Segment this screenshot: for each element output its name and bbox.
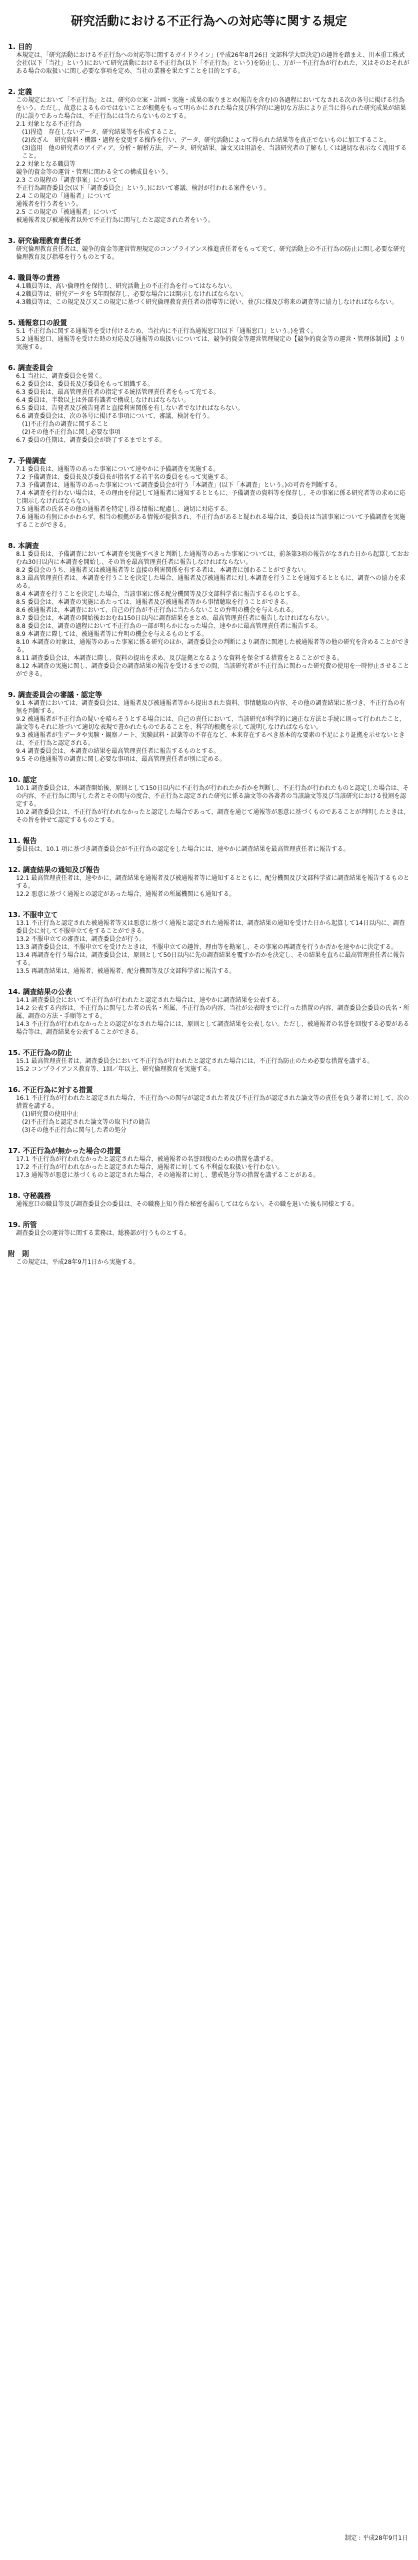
section bbox=[8, 911, 410, 982]
section-text: 8.8 委員会は、調査の過程において不正行為の一部が明らかになった場合、速やかに最高管理責任者に報告する。 bbox=[16, 623, 322, 630]
section-heading: 3. 研究倫理教育責任者 bbox=[8, 237, 81, 245]
section-heading: 1. 目的 bbox=[8, 43, 32, 51]
section-heading: 8. 本調査 bbox=[8, 542, 39, 550]
section-text: (3)盗用 他の研究者のアイディア、分析・解析方法、データ、研究結果、論文又は用語を、当該研究者の了解もしくは適切な表示なく流用すること。 bbox=[22, 145, 407, 160]
section-heading: 18. 守秘義務 bbox=[8, 1192, 51, 1200]
section-spacer bbox=[8, 1209, 410, 1215]
section bbox=[8, 1086, 410, 1141]
section-text: 8.4 本調査を行うことを決定した場合、当該事案に係る配分機関等及び文部科学省に報告するものとする。 bbox=[16, 591, 304, 598]
section-text: 16.1 不正行為が行われたと認定された場合、不正行為への関与が認定された者及び不正行為が認定された論文等の責任を負う著者に対して、次の措置を講ずる。 bbox=[16, 1095, 410, 1110]
section-text: この規定において「不正行為」とは、研究の立案・計画・実施・成果の取りまとめ(報告を含む)の各過程においてなされる次の各号に掲げる行為をいう。ただし、故意によるものではないことが根拠をもって明らかにされた場合及び科学的に適切な方法により正当に得られた研究成果が結果的に誤りであった場合は、不正行為には当たらないものとする。 bbox=[16, 97, 407, 120]
section-text: 通報者を行う者をいう。 bbox=[16, 201, 83, 208]
section-text: 6.5 委員は、告発者及び被告発者と直接利害関係を有しない者でなければならない。 bbox=[16, 405, 244, 412]
section bbox=[8, 691, 410, 770]
section-text: 17.1 不正行為が行われなかったと認定された場合、被通報者の名誉回復のための措置を講ずる。 bbox=[16, 1156, 278, 1163]
section-heading: 13. 不服申立て bbox=[8, 911, 58, 919]
section-text: 被通報者及び被通報者以外で不正行為に関与したと認定された者をいう。 bbox=[16, 217, 215, 224]
section-text: 10.1 調査委員会は、本調査開始後、原則として150日以内に不正行為が行われたか否かを判断し、不正行為が行われたものと認定した場合は、その内容、不正行為に関与した者とその関与の度合、不正行為と認定された研究に係る論文等の各著者の当該論文等及び当該研究における役割を認定する。 bbox=[16, 785, 409, 808]
section-text: 7.2 予備調査は、委員長及び委員長が指名する若干名の委員をもって実施する。 bbox=[16, 474, 232, 481]
section-text: 調査委員会の運営等に関する業務は、総務部が行うものとする。 bbox=[16, 1230, 191, 1237]
section-text: 本規定は、「研究活動における不正行為への対応等に関するガイドライン」(平成26年8月26日 文部科学大臣決定)の趣旨を踏まえ、川本重工株式会社(以下「当社」という)において研究活動における不正行為(以下「不正行為」という)を防止し、万が一不正行為が行われた、又はそのおそれがある場合の取扱いに関し必要な事項を定め、当社の業務を果たすことを目的とする。 bbox=[16, 52, 410, 75]
enactment-date: 制定 : 平成28年9月1日 bbox=[344, 2535, 408, 2542]
section-text: 7.6 通報の有無にかかわらず、相当の根拠がある情報が提供され、不正行為があると疑われる場合は、委員長は当該事案について予備調査を実施することができる。 bbox=[16, 514, 406, 529]
section-spacer bbox=[8, 530, 410, 536]
section-text: 8.3 最高管理責任者は、本調査を行うことを決定した場合、通報者及び被通報者に対し本調査を行うことを通知するとともに、調査への協力を求める。 bbox=[16, 575, 406, 590]
section-heading: 5. 通報窓口の設置 bbox=[8, 319, 67, 327]
section bbox=[8, 542, 410, 685]
section-text: この規定は、平成28年9月1日から実施する。 bbox=[16, 1259, 140, 1266]
section-text: 13.3 調査委員会は、不服申立てを受けたときは、不服申立ての趣旨、理由等を勘案し、その事案の再調査を行うか否かを速やかに決定する。 bbox=[16, 944, 398, 951]
section-text: 4.3職員等は、この規定及び又この規定に基づく研究倫理教育責任者の指導等に従い、並びに様及び将来の調査等に協力しなければならない。 bbox=[16, 299, 398, 306]
section-text: 8.9 本調査に際しては、被通報者等に弁明の機会を与えるものとする。 bbox=[16, 631, 208, 638]
section-text: 8.7 委員会は、本調査の開始後おおむね150日以内に調査結果をまとめ、最高管理責任者に報告しなければならない。 bbox=[16, 615, 333, 622]
section-text: (1)研究費の使用中止 bbox=[22, 1111, 79, 1118]
section-spacer bbox=[8, 307, 410, 313]
section-text: 7.4 本調査を行わない場合は、その理由を付記して通報者に通知するとともに、予備調査の資料等を保存し、その事案に係る研究者等の求めに応じ開示しなければならない。 bbox=[16, 490, 406, 505]
section-text: 不正行為調査委員会(以下「調査委員会」という。)において審議、検討が行われる案件をいう。 bbox=[16, 185, 270, 192]
section-text: 17.2 不正行為が行われなかったと認定された場合、通報者に対しても不利益な取扱いを行わない。 bbox=[16, 1164, 284, 1171]
section-text: 8.1 委員長は、予備調査において本調査を実施すべきと判断した通報等のあった事案については、前条第3項の報告がなされた日から起算しておおむね30日以内に本調査を開始し、その旨を最高管理責任者に報告しなければならない。 bbox=[16, 551, 409, 566]
section-spacer bbox=[8, 1074, 410, 1080]
section-text: 13.1 不正行為と認定された被通報者等又は悪意に基づく通報と認定された通報者は、調査結果の通知を受けた日から起算して14日以内に、調査委員会に対して不服申立てをすることができる。 bbox=[16, 920, 405, 935]
section-text: 2.2 対象となる職員等 bbox=[16, 161, 76, 168]
section bbox=[8, 776, 410, 831]
section-text: 9.5 その他通報等の調査に関し必要な事項は、最高管理責任者が別に定める。 bbox=[16, 756, 226, 763]
section-spacer bbox=[8, 445, 410, 451]
section-text: 8.10 本調査の対象は、通報等のあった事案に係る研究のほか、調査委員会の判断により調査に関連した被通報者等の他の研究を含めることができる。 bbox=[16, 639, 410, 654]
section-text: 2.1 対象となる不正行為 bbox=[16, 121, 82, 128]
section-heading: 16. 不正行為に対する措置 bbox=[8, 1086, 93, 1094]
section-spacer bbox=[8, 899, 410, 905]
section bbox=[8, 837, 410, 860]
page-title: 研究活動における不正行為への対応等に関する規定 bbox=[70, 14, 347, 28]
section-heading: 15. 不正行為の防止 bbox=[8, 1049, 72, 1057]
section-text: (1)捏造 存在しないデータ、研究結果等を作成すること。 bbox=[22, 129, 181, 136]
section-text: 4.1職員等は、高い倫理性を保持し、研究活動上の不正行為を行ってはならない。 bbox=[16, 283, 236, 290]
section-text: 13.2 不服申立ての審査は、調査委員会が行う。 bbox=[16, 936, 146, 943]
section bbox=[8, 88, 410, 231]
section-text: 12.2 悪意に基づく通報との認定があった場合、通報者の所属機関にも通知する。 bbox=[16, 891, 236, 898]
section-text: 9.4 調査委員会は、本調査の結果を最高管理責任者に報告するものとする。 bbox=[16, 748, 220, 755]
section bbox=[8, 237, 410, 268]
document-body bbox=[8, 43, 410, 1273]
section-text: 8.12 本調査の実施に関し、調査委員会の調査結果の報告を受けるまでの間、当該研究者が不正行為に関わった研究費の使用を一時停止させることができる。 bbox=[16, 663, 410, 678]
section-text: 6.2 委員会は、委員長及び委員をもって組織する。 bbox=[16, 381, 154, 388]
section-text: 通報窓口の職員等及び調査委員会の委員は、その職務上知り得た秘密を漏らしてはならない。その職を退いた後も同様とする。 bbox=[16, 1201, 359, 1208]
section-spacer bbox=[8, 764, 410, 770]
section-text: 15.1 最高管理責任者は、調査委員会において不正行為が行われたと認定された場合には、不正行為防止のため必要な措置を講ずる。 bbox=[16, 1058, 374, 1065]
section bbox=[8, 319, 410, 358]
section-text: 9.2 被通報者が不正行為の疑いを晴らそうとする場合には、自己の責任において、当該研究が科学的に適正な方法と手続に則って行われたこと、論文等もそれに基づいて適切な表現で書かれたものであることを、科学的根拠を示して説明しなければならない。 bbox=[16, 716, 406, 731]
section-text: 14.2 公表する内容は、不正行為に関与した者の氏名・所属、不正行為の内容、当社が公表時までに行った措置の内容、調査委員会委員の氏名・所属、調査の方法・手順等とする。 bbox=[16, 1005, 410, 1020]
section-heading: 17. 不正行為が無かった場合の措置 bbox=[8, 1147, 121, 1155]
section bbox=[8, 1192, 410, 1215]
section-text: 8.5 委員会は、本調査の実施にあたっては、通報者及び被通報者等から事情聴取を行うことができる。 bbox=[16, 599, 292, 606]
section-text: 5.2 通報窓口、通報等を受けた時の対応及び通報等の取扱いについては、競争的資金等運営管理規定の【競争的資金等の運営・管理体制図】より実施する。 bbox=[16, 336, 406, 351]
section-text: 10.2 調査委員会は、不正行為が行われなかったと認定した場合であって、調査を通じて通報等が悪意に基づくものであることが判明したときは、その旨を併せて認定するものとする。 bbox=[16, 809, 410, 824]
section-heading: 4. 職員等の責務 bbox=[8, 274, 60, 282]
section-text: 6.4 委員は、半数以上は外部有識者で構成しなければならない。 bbox=[16, 397, 190, 404]
section bbox=[8, 364, 410, 451]
section-text: 8.6 被通報者は、本調査において、自己の行為が不正行為に当たらないことの弁明の機会を与えられる。 bbox=[16, 607, 298, 614]
section-spacer bbox=[8, 1267, 410, 1273]
section-text: (1)不正行為の調査に関すること bbox=[22, 421, 109, 428]
section-text: 6.6 調査委員会は、次の各号に掲げる事項について、審議、検討を行う。 bbox=[16, 413, 214, 420]
section-spacer bbox=[8, 352, 410, 358]
section-heading: 11. 報告 bbox=[8, 837, 37, 845]
section-spacer bbox=[8, 825, 410, 831]
section-text: 2.5 この規定の「被通報者」について bbox=[16, 209, 118, 216]
section-spacer bbox=[8, 225, 410, 231]
section-text: 研究倫理教育責任者は、競争的資金等運営管理規定のコンプライアンス推進責任者をもって充て、研究活動上の不正行為の防止に関し必要な研究倫理教育及び指導を行うものとする。 bbox=[16, 246, 406, 261]
section-heading: 2. 定義 bbox=[8, 88, 32, 96]
section-text: 17.3 通報等が悪意に基づくものと認定された場合、その通報者に対し、懲戒処分等の措置を講ずることがある。 bbox=[16, 1172, 320, 1179]
section-spacer bbox=[8, 76, 410, 82]
section bbox=[8, 988, 410, 1043]
section-heading: 19. 所管 bbox=[8, 1221, 37, 1229]
section-spacer bbox=[8, 1238, 410, 1244]
section-text: 7.1 委員長は、通報等のあった事案について速やかに予備調査を実施する。 bbox=[16, 466, 220, 473]
section-text: 5.1 不正行為に関する通報等を受け付けるため、当社内に不正行為通報窓口(以下「通報窓口」という。)を置く。 bbox=[16, 328, 317, 335]
section-text: 14.1 調査委員会において不正行為が行われたと認定された場合は、速やかに調査結果を公表する。 bbox=[16, 997, 284, 1004]
section-text: 13.5 再調査結果は、通報者、被通報者、配分機関等及び文部科学省に報告する。 bbox=[16, 968, 236, 975]
section-heading: 7. 予備調査 bbox=[8, 457, 46, 465]
section-text: 2.4 この規定の「通報者」について bbox=[16, 193, 112, 200]
section-heading: 12. 調査結果の通知及び報告 bbox=[8, 866, 100, 874]
section bbox=[8, 1250, 410, 1273]
section-text: 7.5 通報者の氏名その他の通報者を特定し得る情報に配慮し、適切に対応する。 bbox=[16, 506, 232, 513]
section-text: 9.1 本調査においては、調査委員会は、通報者及び被通報者等から提出された資料、事情聴取の内容、その他の調査結果に基づき、不正行為の有無を判断する。 bbox=[16, 700, 406, 715]
section-text: 6.1 当社に、調査委員会を置く。 bbox=[16, 373, 106, 380]
section-spacer bbox=[8, 1180, 410, 1186]
section bbox=[8, 1147, 410, 1186]
section-text: 12.1 最高管理責任者は、速やかに、調査結果を通報者及び被通報者等に通知するとともに、配分機関及び文部科学省に調査結果を報告するものとする。 bbox=[16, 875, 410, 890]
section-text: 13.4 再調査を行う場合は、調査委員会は、原則として50日以内に先の調査結果を覆すか否かを決定し、その結果を直ちに最高管理責任者に報告する。 bbox=[16, 952, 405, 967]
section-text: 委員長は、10.1 項に基づき調査委員会が不正行為の認定をした場合には、速やかに調査結果を最高管理責任者に報告する。 bbox=[16, 846, 350, 853]
section-text: 4.2職員等は、研究データを 5年間保存し、必要な場合には開示しなければならない。 bbox=[16, 291, 248, 298]
section-text: (2)不正行為と認定された論文等の取下げの勧告 bbox=[22, 1119, 151, 1126]
section-text: 15.2 コンプライアンス教育等、1回／年以上、研究倫理教育を実施する。 bbox=[16, 1066, 215, 1073]
section-heading: 6. 調査委員会 bbox=[8, 364, 53, 372]
section-spacer bbox=[8, 1037, 410, 1043]
section-text: 6.3 委員長は、最高管理責任者の指定する統括管理責任者をもって充てる。 bbox=[16, 389, 220, 396]
section bbox=[8, 274, 410, 313]
section-text: 6.7 委員の任期は、調査委員会が終了するまでとする。 bbox=[16, 437, 166, 444]
section bbox=[8, 43, 410, 82]
section-text: (2)改ざん 研究資料・機器・過程を変更する操作を行い、データ、研究活動によって得られた結果等を真正でないものに加工すること。 bbox=[22, 137, 391, 144]
section-spacer bbox=[8, 262, 410, 268]
section-spacer bbox=[8, 679, 410, 685]
section-heading: 10. 認定 bbox=[8, 776, 37, 784]
section bbox=[8, 457, 410, 536]
section-text: (3)その他不正行為に関与した者の処分 bbox=[22, 1127, 127, 1134]
section-text: 競争的資金等の運営・管理に関わる全ての構成員をいう。 bbox=[16, 169, 173, 176]
section-text: 9.3 被通報者が生データや実験・観察ノート、実験試料・試薬等の不存在など、本来存在するべき基本的な要素の不足により証拠を示せないときは、不正行為と認定される。 bbox=[16, 732, 405, 747]
section-heading: 14. 調査結果の公表 bbox=[8, 988, 72, 996]
section bbox=[8, 1049, 410, 1080]
section-heading: 9. 調査委員会の審議・認定等 bbox=[8, 691, 102, 699]
section-text: 14.3 不正行為が行われなかったとの認定がなされた場合には、原則として調査結果を公表しない。ただし、被通報者の名誉を回復する必要がある場合等は、調査結果を公表することができる。 bbox=[16, 1021, 410, 1036]
section-text: (2)その他不正行為に関し必要な事項 bbox=[22, 429, 121, 436]
section-spacer bbox=[8, 1135, 410, 1141]
section bbox=[8, 1221, 410, 1244]
section-text: 7.3 予備調査は、通報等のあった事案について調査委員会が行う「本調査」(以下「本調査」という。)の可否を判断する。 bbox=[16, 482, 341, 489]
section-heading: 附 則 bbox=[8, 1250, 29, 1258]
section-spacer bbox=[8, 854, 410, 860]
section-text: 8.2 委員会のうち、通報者又は被通報者等と直接の利害関係を有する者は、本調査に加わることができない。 bbox=[16, 567, 310, 574]
section bbox=[8, 866, 410, 905]
section-text: 2.3 この規程の「調査事案」について bbox=[16, 177, 118, 184]
section-text: 8.11 調査委員会は、本調査に際し、資料の提出を求め、及び証拠となるような資料を保全する措置をとることができる。 bbox=[16, 655, 344, 662]
section-spacer bbox=[8, 976, 410, 982]
